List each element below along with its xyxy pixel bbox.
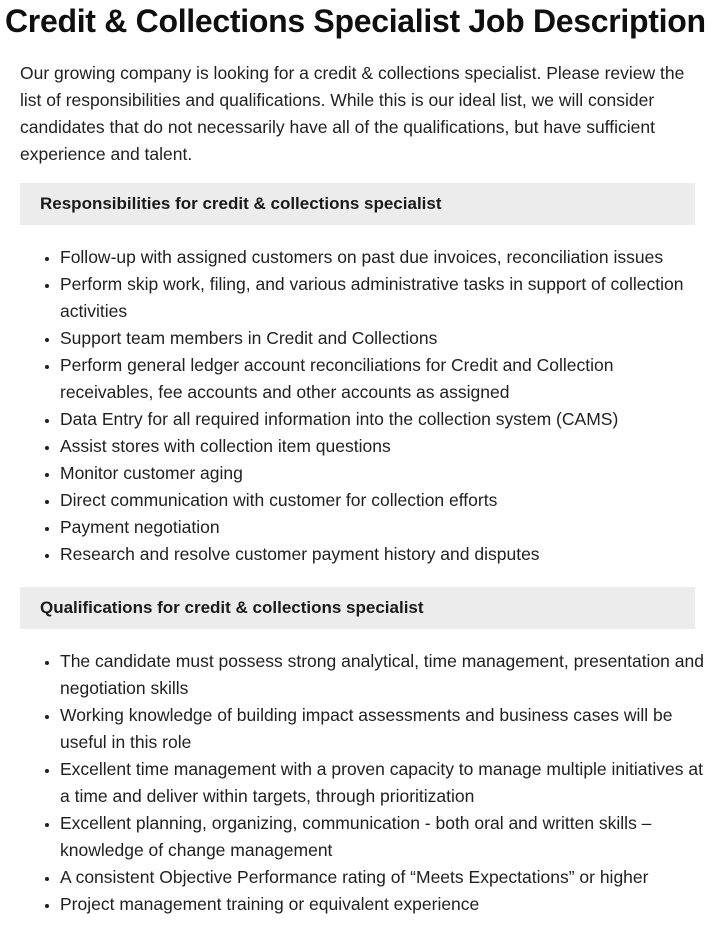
qualifications-list xyxy=(20,648,710,918)
list-item: • The candidate must possess strong analytical, time management, presentation and negotiation skills xyxy=(60,648,710,702)
qualifications-section-header xyxy=(20,587,695,629)
list-item: • Research and resolve customer payment history and disputes xyxy=(60,541,710,568)
list-item: • Direct communication with customer for collection efforts xyxy=(60,487,710,514)
intro-paragraph: Our growing company is looking for a credit & collections specialist. Please review the list of responsibilities and qualifications. While this is our ideal list, we will consider candidates that do not necessarily have all of the qualifications, but have sufficient experience and talent. xyxy=(20,63,685,164)
list-item: • Data Entry for all required information into the collection system (CAMS) xyxy=(60,406,710,433)
list-item: • Follow-up with assigned customers on past due invoices, reconciliation issues xyxy=(60,244,710,271)
responsibilities-heading: Responsibilities for credit & collections specialist xyxy=(40,194,442,213)
page-title: Credit & Collections Specialist Job Description xyxy=(5,3,706,39)
list-item: • Monitor customer aging xyxy=(60,460,710,487)
list-item: • Assist stores with collection item questions xyxy=(60,433,710,460)
list-item: • A consistent Objective Performance rating of “Meets Expectations” or higher xyxy=(60,864,710,891)
qualifications-heading: Qualifications for credit & collections specialist xyxy=(40,598,424,617)
responsibilities-section-header xyxy=(20,183,695,225)
list-item: • Working knowledge of building impact assessments and business cases will be useful in this role xyxy=(60,702,710,756)
list-item: • Excellent time management with a proven capacity to manage multiple initiatives at a time and deliver within targets, through prioritization xyxy=(60,756,710,810)
list-item: • Project management training or equivalent experience xyxy=(60,891,710,918)
list-item: • Perform skip work, filing, and various administrative tasks in support of collection activities xyxy=(60,271,710,325)
list-item: • Excellent planning, organizing, communication - both oral and written skills – knowledge of change management xyxy=(60,810,710,864)
list-item: • Perform general ledger account reconciliations for Credit and Collection receivables, fee accounts and other accounts as assigned xyxy=(60,352,710,406)
list-item: • Payment negotiation xyxy=(60,514,710,541)
responsibilities-list xyxy=(20,244,710,568)
list-item: • Support team members in Credit and Collections xyxy=(60,325,710,352)
